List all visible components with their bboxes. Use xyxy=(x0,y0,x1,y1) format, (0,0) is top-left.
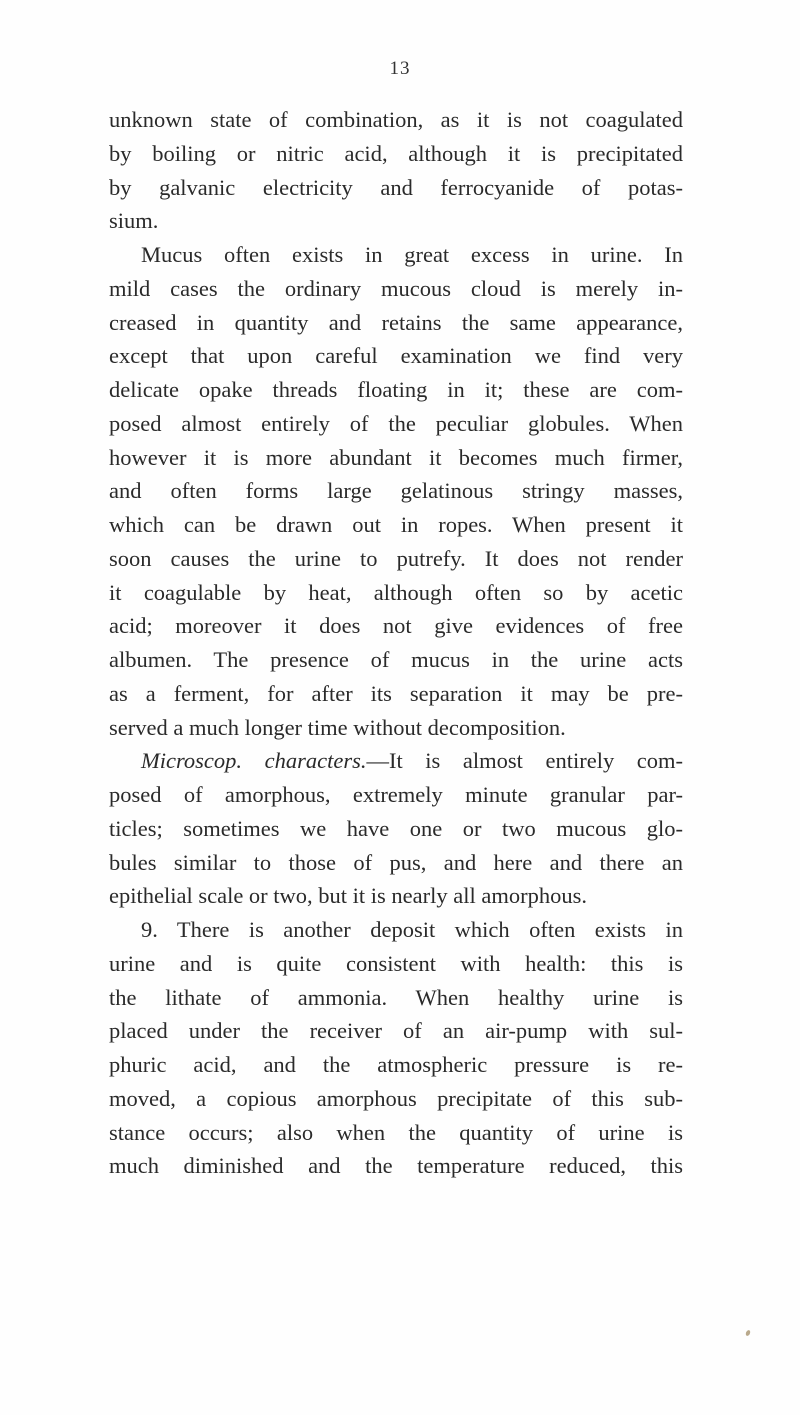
page-number: 13 xyxy=(389,58,411,79)
text-line: urine and is quite consistent with health: this is xyxy=(109,950,683,976)
text-line: except that upon careful examination we find very xyxy=(109,343,683,369)
text-line: as a ferment, for after its separation it may be pre- xyxy=(109,680,683,706)
body-text xyxy=(109,103,683,1183)
text-line: acid; moreover it does not give evidences of free xyxy=(109,613,683,639)
text-line: by galvanic electricity and ferrocyanide of potas- xyxy=(109,174,683,200)
text-line: creased in quantity and retains the same appearance, xyxy=(109,309,683,335)
text-line: and often forms large gelatinous stringy masses, xyxy=(109,478,683,504)
text-line: unknown state of combination, as it is not coagulated xyxy=(109,107,683,132)
text-line-with-heading xyxy=(109,744,683,778)
microscopic-characters-heading: Microscop. characters. xyxy=(141,748,367,774)
text-line: much diminished and the temperature reduced, this xyxy=(109,1153,683,1179)
text-line: 9. There is another deposit which often exists in xyxy=(141,917,683,942)
text-line: stance occurs; also when the quantity of urine is xyxy=(109,1119,683,1145)
text-line: posed almost entirely of the peculiar globules. When xyxy=(109,410,683,436)
text-line: sium. xyxy=(109,208,159,234)
text-line: bules similar to those of pus, and here and there an xyxy=(109,849,683,875)
text-line: soon causes the urine to putrefy. It does not render xyxy=(109,545,683,571)
text-line: ticles; sometimes we have one or two mucous glo- xyxy=(109,815,683,841)
text-line: it coagulable by heat, although often so by acetic xyxy=(109,579,683,605)
text-line: by boiling or nitric acid, although it is precipitated xyxy=(109,140,683,166)
text-line: posed of amorphous, extremely minute granular par- xyxy=(109,782,683,807)
text-line: placed under the receiver of an air-pump with sul- xyxy=(109,1018,683,1044)
paper-speck xyxy=(745,1329,751,1336)
text-line: albumen. The presence of mucus in the urine acts xyxy=(109,647,683,672)
text-line: which can be drawn out in ropes. When present it xyxy=(109,512,683,537)
text-line: delicate opake threads floating in it; these are com- xyxy=(109,377,683,402)
text-line: the lithate of ammonia. When healthy urine is xyxy=(109,984,683,1010)
text-line: moved, a copious amorphous precipitate of this sub- xyxy=(109,1085,683,1111)
text-line: mild cases the ordinary mucous cloud is merely in- xyxy=(109,275,683,301)
text-line-remainder: —It is almost entirely com- xyxy=(366,748,684,774)
text-line: served a much longer time without decomposition. xyxy=(109,714,566,740)
text-line: Mucus often exists in great excess in urine. In xyxy=(141,242,683,267)
text-line: however it is more abundant it becomes much firmer, xyxy=(109,444,683,470)
text-line: phuric acid, and the atmospheric pressure is re- xyxy=(109,1052,683,1077)
text-line: epithelial scale or two, but it is nearly all amorphous. xyxy=(109,883,588,909)
